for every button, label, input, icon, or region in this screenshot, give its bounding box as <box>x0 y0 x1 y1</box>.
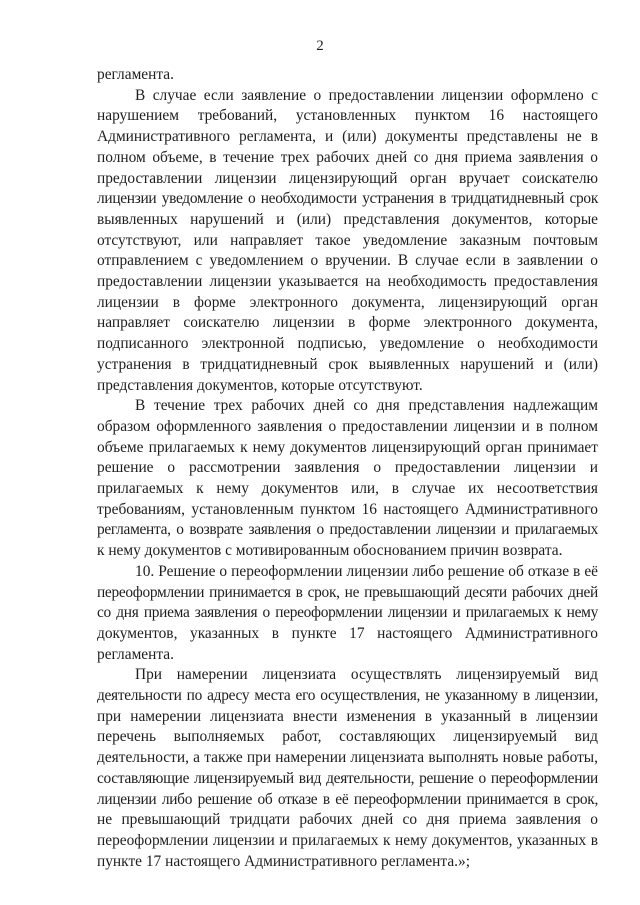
text-line: регламента, о возврате заявления о предоставлении лицензии и прилагаемых <box>97 521 598 538</box>
text-line: отправлением с уведомлением о вручении. В случае если в заявлении о <box>97 252 598 269</box>
text-line: перечень выполняемых работ, составляющих лицензируемый вид <box>97 728 598 745</box>
text-line: лицензии в форме электронного документа, лицензирующий орган <box>97 294 598 311</box>
text-line: подписанного электронной подписью, уведомление о необходимости <box>97 335 598 352</box>
text-line: регламента. <box>97 646 174 663</box>
text-line: требованиям, установленным пунктом 16 настоящего Административного <box>97 501 598 518</box>
text-line: полном объеме, в течение трех рабочих дней со дня приема заявления о <box>97 149 598 166</box>
text-line: деятельности по адресу места его осуществления, не указанному в лицензии, <box>97 687 598 704</box>
text-line: документов, указанных в пункте 17 настоящего Административного <box>97 625 598 642</box>
text-line: решение о рассмотрении заявления о предоставлении лицензии и <box>97 459 598 476</box>
text-line: не превышающий тридцати рабочих дней со дня приема заявления о <box>97 811 598 828</box>
text-line: устранения в тридцатидневный срок выявленных нарушений и (или) <box>97 356 598 373</box>
paragraph-first-line: 10. Решение о переоформлении лицензии либо решение об отказе в её <box>135 563 598 580</box>
text-line: при намерении лицензиата внести изменения в указанный в лицензии <box>97 708 598 725</box>
text-line: предоставлении лицензии указывается на необходимость предоставления <box>97 273 598 290</box>
text-line: переоформлении лицензии и прилагаемых к нему документов, указанных в <box>97 832 598 849</box>
text-line: регламента. <box>97 66 174 83</box>
paragraph-first-line: В случае если заявление о предоставлении лицензии оформлено с <box>135 87 598 104</box>
text-line: направляет соискателю лицензии в форме электронного документа, <box>97 314 598 331</box>
text-line: переоформлении принимается в срок, не превышающий десяти рабочих дней <box>97 584 598 601</box>
text-line: деятельности, а также при намерении лицензиата выполнять новые работы, <box>97 749 598 766</box>
text-line: прилагаемых к нему документов или, в случае их несоответствия <box>97 480 598 497</box>
text-line: Административного регламента, и (или) документы представлены не в <box>97 128 598 145</box>
text-line: нарушением требований, установленных пунктом 16 настоящего <box>97 107 598 124</box>
text-line: составляющие лицензируемый вид деятельности, решение о переоформлении <box>97 770 598 787</box>
text-line: к нему документов с мотивированным обоснованием причин возврата. <box>97 542 563 559</box>
text-line: лицензии уведомление о необходимости устранения в тридцатидневный срок <box>97 190 598 207</box>
text-line: лицензии либо решение об отказе в её переоформлении принимается в срок, <box>97 791 598 808</box>
page-number: 2 <box>316 38 324 54</box>
text-line: выявленных нарушений и (или) представления документов, которые <box>97 211 598 228</box>
paragraph-first-line: В течение трех рабочих дней со дня представления надлежащим <box>135 397 598 414</box>
text-line: образом оформленного заявления о предоставлении лицензии и в полном <box>97 418 598 435</box>
text-line: предоставлении лицензии лицензирующий орган вручает соискателю <box>97 170 598 187</box>
text-line: объеме прилагаемых к нему документов лицензирующий орган принимает <box>97 439 598 456</box>
text-line: пункте 17 настоящего Административного регламента.»; <box>97 853 470 870</box>
text-line: со дня приема заявления о переоформлении лицензии и прилагаемых к нему <box>97 604 598 621</box>
text-line: представления документов, которые отсутствуют. <box>97 377 423 394</box>
text-line: отсутствуют, или направляет такое уведомление заказным почтовым <box>97 232 598 249</box>
paragraph-first-line: При намерении лицензиата осуществлять лицензируемый вид <box>135 666 598 683</box>
